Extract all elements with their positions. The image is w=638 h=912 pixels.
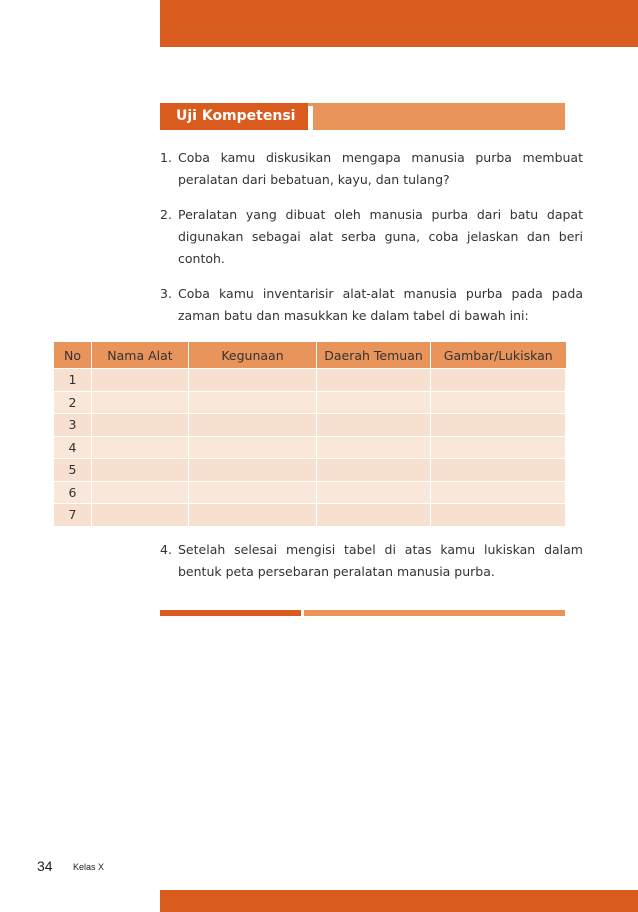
question-item [160,539,583,583]
question-text: Setelah selesai mengisi tabel di atas kamu lukiskan dalam bentuk peta persebaran peralatan manusia purba. [178,542,583,579]
table-cell [189,391,317,414]
table-cell [92,436,189,459]
question-item [160,283,583,327]
table-cell [317,414,431,437]
table-cell [189,504,317,527]
table-header-row [54,342,566,369]
table-cell [431,504,566,527]
table-cell [431,481,566,504]
section-end-rule [160,610,301,616]
table-cell [317,459,431,482]
section-title-divider [308,106,313,130]
row-number: 1 [54,369,92,392]
top-accent-bar [160,0,638,47]
question-number: 4. [160,542,172,557]
row-number: 6 [54,481,92,504]
table-cell [431,436,566,459]
question-number: 3. [160,286,172,301]
question-text: Coba kamu diskusikan mengapa manusia purba membuat peralatan dari bebatuan, kayu, dan tulang? [178,150,583,187]
table-cell [189,436,317,459]
table-cell [92,414,189,437]
table-cell [431,391,566,414]
row-number: 2 [54,391,92,414]
question-item [160,147,583,191]
table-row [54,459,566,482]
row-number: 7 [54,504,92,527]
table-row [54,481,566,504]
page-number: 34 [37,858,53,874]
question-item [160,204,583,270]
table-row [54,414,566,437]
column-header-gambar: Gambar/Lukiskan [431,342,566,369]
section-header [160,103,565,130]
table-cell [317,504,431,527]
question-number: 1. [160,150,172,165]
question-number: 2. [160,207,172,222]
table-cell [317,369,431,392]
row-number: 5 [54,459,92,482]
page-footer-label: Kelas X [73,862,105,872]
question-text: Coba kamu inventarisir alat-alat manusia purba pada pada zaman batu dan masukkan ke dalam tabel di bawah ini: [178,286,583,323]
table-cell [92,369,189,392]
column-header-daerah-temuan: Daerah Temuan [317,342,431,369]
table-cell [431,459,566,482]
table-row [54,391,566,414]
table-cell [189,481,317,504]
table-cell [189,414,317,437]
table-cell [189,369,317,392]
inventory-table [53,342,566,527]
table-cell [431,369,566,392]
table-row [54,504,566,527]
table-cell [92,504,189,527]
table-cell [189,459,317,482]
table-cell [92,459,189,482]
section-title: Uji Kompetensi [160,103,308,130]
question-text: Peralatan yang dibuat oleh manusia purba dari batu dapat digunakan sebagai alat serba guna, coba jelaskan dan beri contoh. [178,207,583,266]
column-header-nama-alat: Nama Alat [92,342,189,369]
bottom-accent-bar [160,890,638,912]
row-number: 4 [54,436,92,459]
table-cell [92,481,189,504]
column-header-kegunaan: Kegunaan [189,342,317,369]
table-row [54,436,566,459]
table-cell [317,436,431,459]
row-number: 3 [54,414,92,437]
table-cell [317,481,431,504]
section-end-rule-light [304,610,565,616]
table-cell [431,414,566,437]
table-cell [317,391,431,414]
table-cell [92,391,189,414]
column-header-no: No [54,342,92,369]
table-row [54,369,566,392]
